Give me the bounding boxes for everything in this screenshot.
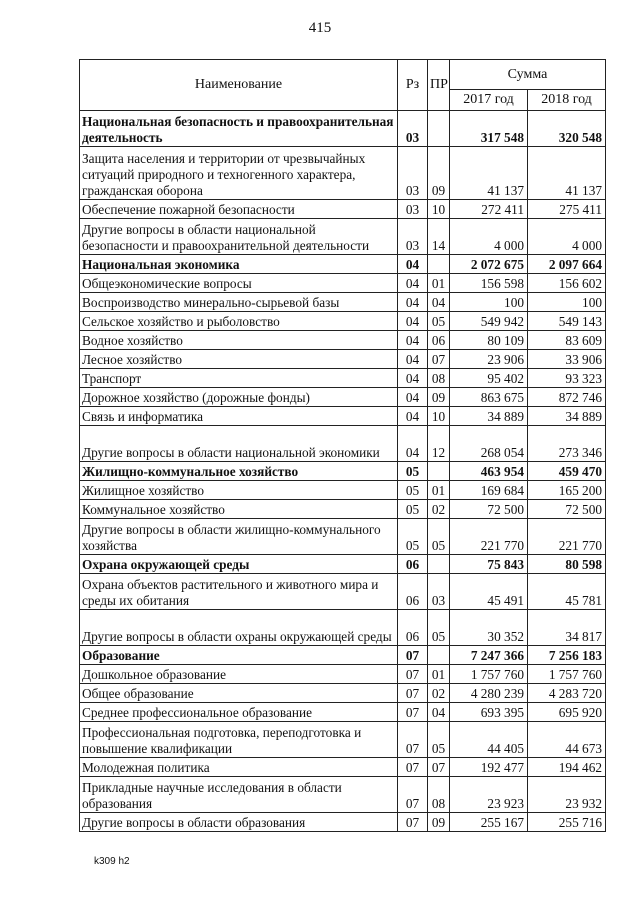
row-sum-2018: 255 716: [528, 813, 606, 832]
row-pr: 05: [428, 722, 450, 758]
row-rz: 07: [398, 665, 428, 684]
table-row: [80, 500, 606, 519]
row-rz: 06: [398, 574, 428, 610]
row-sum-2018: 2 097 664: [528, 255, 606, 274]
row-pr: 09: [428, 388, 450, 407]
row-pr: [428, 255, 450, 274]
row-sum-2017: 693 395: [450, 703, 528, 722]
row-sum-2017: 549 942: [450, 312, 528, 331]
row-name: Другие вопросы в области национальной экономики: [80, 426, 398, 462]
row-sum-2017: 268 054: [450, 426, 528, 462]
row-pr: 02: [428, 500, 450, 519]
row-sum-2017: 7 247 366: [450, 646, 528, 665]
row-name: Коммунальное хозяйство: [80, 500, 398, 519]
row-sum-2017: 863 675: [450, 388, 528, 407]
row-pr: 12: [428, 426, 450, 462]
row-pr: [428, 111, 450, 147]
row-sum-2018: 93 323: [528, 369, 606, 388]
row-sum-2017: 44 405: [450, 722, 528, 758]
row-sum-2017: 4 000: [450, 219, 528, 255]
row-rz: 03: [398, 219, 428, 255]
row-rz: 07: [398, 684, 428, 703]
row-sum-2018: 44 673: [528, 722, 606, 758]
row-pr: 01: [428, 274, 450, 293]
row-sum-2018: 4 000: [528, 219, 606, 255]
table-row: [80, 481, 606, 500]
table-row: [80, 200, 606, 219]
row-pr: 08: [428, 369, 450, 388]
table-row: [80, 331, 606, 350]
row-name: Другие вопросы в области образования: [80, 813, 398, 832]
row-sum-2018: 100: [528, 293, 606, 312]
row-sum-2017: 463 954: [450, 462, 528, 481]
row-sum-2017: 255 167: [450, 813, 528, 832]
table-row: [80, 147, 606, 200]
row-sum-2018: 34 817: [528, 610, 606, 646]
row-pr: [428, 555, 450, 574]
row-sum-2017: 4 280 239: [450, 684, 528, 703]
row-sum-2017: 23 906: [450, 350, 528, 369]
row-rz: 07: [398, 703, 428, 722]
row-name: Дошкольное образование: [80, 665, 398, 684]
row-sum-2017: 1 757 760: [450, 665, 528, 684]
table-row: [80, 777, 606, 813]
table-row: [80, 703, 606, 722]
row-sum-2018: 80 598: [528, 555, 606, 574]
row-name: Жилищное хозяйство: [80, 481, 398, 500]
row-name: Лесное хозяйство: [80, 350, 398, 369]
row-rz: 07: [398, 758, 428, 777]
row-rz: 07: [398, 813, 428, 832]
row-sum-2018: 45 781: [528, 574, 606, 610]
table-body: [80, 111, 606, 832]
row-sum-2018: 459 470: [528, 462, 606, 481]
row-rz: 04: [398, 426, 428, 462]
row-pr: 07: [428, 758, 450, 777]
row-rz: 05: [398, 462, 428, 481]
row-pr: 04: [428, 293, 450, 312]
table-row: [80, 111, 606, 147]
row-sum-2018: 275 411: [528, 200, 606, 219]
row-sum-2018: 165 200: [528, 481, 606, 500]
row-pr: 09: [428, 813, 450, 832]
row-rz: 03: [398, 200, 428, 219]
row-sum-2017: 95 402: [450, 369, 528, 388]
row-name: Воспроизводство минерально-сырьевой базы: [80, 293, 398, 312]
row-name: Связь и информатика: [80, 407, 398, 426]
table-row: [80, 255, 606, 274]
row-pr: 04: [428, 703, 450, 722]
table-row: [80, 219, 606, 255]
row-sum-2018: 320 548: [528, 111, 606, 147]
budget-table: [79, 59, 606, 832]
row-pr: 02: [428, 684, 450, 703]
row-name: Другие вопросы в области национальной безопасности и правоохранительной деятельности: [80, 219, 398, 255]
table-row: [80, 462, 606, 481]
row-pr: [428, 646, 450, 665]
row-sum-2017: 34 889: [450, 407, 528, 426]
row-pr: 08: [428, 777, 450, 813]
row-rz: 04: [398, 350, 428, 369]
row-sum-2018: 549 143: [528, 312, 606, 331]
row-sum-2018: 872 746: [528, 388, 606, 407]
header-name: Наименование: [80, 60, 398, 111]
page-number: 415: [308, 20, 332, 36]
row-rz: 03: [398, 147, 428, 200]
table-row: [80, 388, 606, 407]
row-rz: 04: [398, 274, 428, 293]
table-row: [80, 665, 606, 684]
row-name: Профессиональная подготовка, переподготовка и повышение квалификации: [80, 722, 398, 758]
row-pr: [428, 462, 450, 481]
row-sum-2018: 7 256 183: [528, 646, 606, 665]
table-row: [80, 426, 606, 462]
row-sum-2017: 100: [450, 293, 528, 312]
row-name: Обеспечение пожарной безопасности: [80, 200, 398, 219]
row-rz: 04: [398, 331, 428, 350]
row-name: Национальная безопасность и правоохранительная деятельность: [80, 111, 398, 147]
row-pr: 05: [428, 519, 450, 555]
row-rz: 04: [398, 388, 428, 407]
row-pr: 14: [428, 219, 450, 255]
table-row: [80, 369, 606, 388]
row-pr: 01: [428, 481, 450, 500]
row-sum-2017: 41 137: [450, 147, 528, 200]
row-name: Сельское хозяйство и рыболовство: [80, 312, 398, 331]
row-sum-2017: 45 491: [450, 574, 528, 610]
table-row: [80, 312, 606, 331]
row-sum-2018: 273 346: [528, 426, 606, 462]
row-pr: 03: [428, 574, 450, 610]
row-sum-2017: 23 923: [450, 777, 528, 813]
row-sum-2018: 83 609: [528, 331, 606, 350]
row-sum-2018: 72 500: [528, 500, 606, 519]
row-sum-2018: 23 932: [528, 777, 606, 813]
row-sum-2017: 272 411: [450, 200, 528, 219]
row-sum-2017: 75 843: [450, 555, 528, 574]
row-sum-2017: 80 109: [450, 331, 528, 350]
table-row: [80, 519, 606, 555]
table-row: [80, 274, 606, 293]
row-name: Транспорт: [80, 369, 398, 388]
row-name: Другие вопросы в области охраны окружающей среды: [80, 610, 398, 646]
row-sum-2017: 221 770: [450, 519, 528, 555]
table-row: [80, 722, 606, 758]
row-rz: 07: [398, 646, 428, 665]
row-sum-2018: 4 283 720: [528, 684, 606, 703]
row-pr: 06: [428, 331, 450, 350]
header-year-2017: 2017 год: [450, 90, 528, 111]
table-row: [80, 555, 606, 574]
row-pr: 09: [428, 147, 450, 200]
row-sum-2017: 30 352: [450, 610, 528, 646]
row-sum-2017: 192 477: [450, 758, 528, 777]
row-name: Другие вопросы в области жилищно-коммунального хозяйства: [80, 519, 398, 555]
row-pr: 10: [428, 407, 450, 426]
row-name: Жилищно-коммунальное хозяйство: [80, 462, 398, 481]
row-sum-2017: 72 500: [450, 500, 528, 519]
row-sum-2018: 41 137: [528, 147, 606, 200]
row-rz: 05: [398, 481, 428, 500]
row-rz: 05: [398, 519, 428, 555]
header-pr: ПР: [428, 60, 450, 111]
row-rz: 04: [398, 255, 428, 274]
row-sum-2018: 194 462: [528, 758, 606, 777]
row-pr: 05: [428, 610, 450, 646]
row-name: Дорожное хозяйство (дорожные фонды): [80, 388, 398, 407]
table-row: [80, 407, 606, 426]
row-name: Охрана объектов растительного и животного мира и среды их обитания: [80, 574, 398, 610]
row-sum-2018: 156 602: [528, 274, 606, 293]
row-name: Образование: [80, 646, 398, 665]
row-sum-2017: 156 598: [450, 274, 528, 293]
row-sum-2018: 1 757 760: [528, 665, 606, 684]
row-sum-2018: 34 889: [528, 407, 606, 426]
row-name: Общеэкономические вопросы: [80, 274, 398, 293]
row-rz: 04: [398, 407, 428, 426]
row-pr: 05: [428, 312, 450, 331]
row-pr: 07: [428, 350, 450, 369]
row-rz: 07: [398, 722, 428, 758]
row-rz: 06: [398, 555, 428, 574]
row-sum-2017: 317 548: [450, 111, 528, 147]
table-row: [80, 293, 606, 312]
row-name: Молодежная политика: [80, 758, 398, 777]
row-sum-2017: 169 684: [450, 481, 528, 500]
row-rz: 06: [398, 610, 428, 646]
footer-code: k309 h2: [94, 856, 130, 867]
row-sum-2018: 695 920: [528, 703, 606, 722]
table-row: [80, 813, 606, 832]
table-row: [80, 646, 606, 665]
row-rz: 05: [398, 500, 428, 519]
row-name: Защита населения и территории от чрезвычайных ситуаций природного и техногенного характера, гражданская оборона: [80, 147, 398, 200]
row-name: Водное хозяйство: [80, 331, 398, 350]
header-year-2018: 2018 год: [528, 90, 606, 111]
header-sum: Сумма: [450, 60, 606, 90]
row-rz: 07: [398, 777, 428, 813]
row-name: Среднее профессиональное образование: [80, 703, 398, 722]
table-row: [80, 350, 606, 369]
row-name: Национальная экономика: [80, 255, 398, 274]
row-name: Охрана окружающей среды: [80, 555, 398, 574]
row-name: Общее образование: [80, 684, 398, 703]
table-row: [80, 684, 606, 703]
row-sum-2018: 221 770: [528, 519, 606, 555]
row-pr: 01: [428, 665, 450, 684]
row-pr: 10: [428, 200, 450, 219]
row-rz: 04: [398, 312, 428, 331]
row-rz: 04: [398, 293, 428, 312]
header-rz: Рз: [398, 60, 428, 111]
row-name: Прикладные научные исследования в области образования: [80, 777, 398, 813]
table-row: [80, 610, 606, 646]
row-sum-2018: 33 906: [528, 350, 606, 369]
table-row: [80, 574, 606, 610]
row-rz: 04: [398, 369, 428, 388]
row-sum-2017: 2 072 675: [450, 255, 528, 274]
table-row: [80, 758, 606, 777]
row-rz: 03: [398, 111, 428, 147]
